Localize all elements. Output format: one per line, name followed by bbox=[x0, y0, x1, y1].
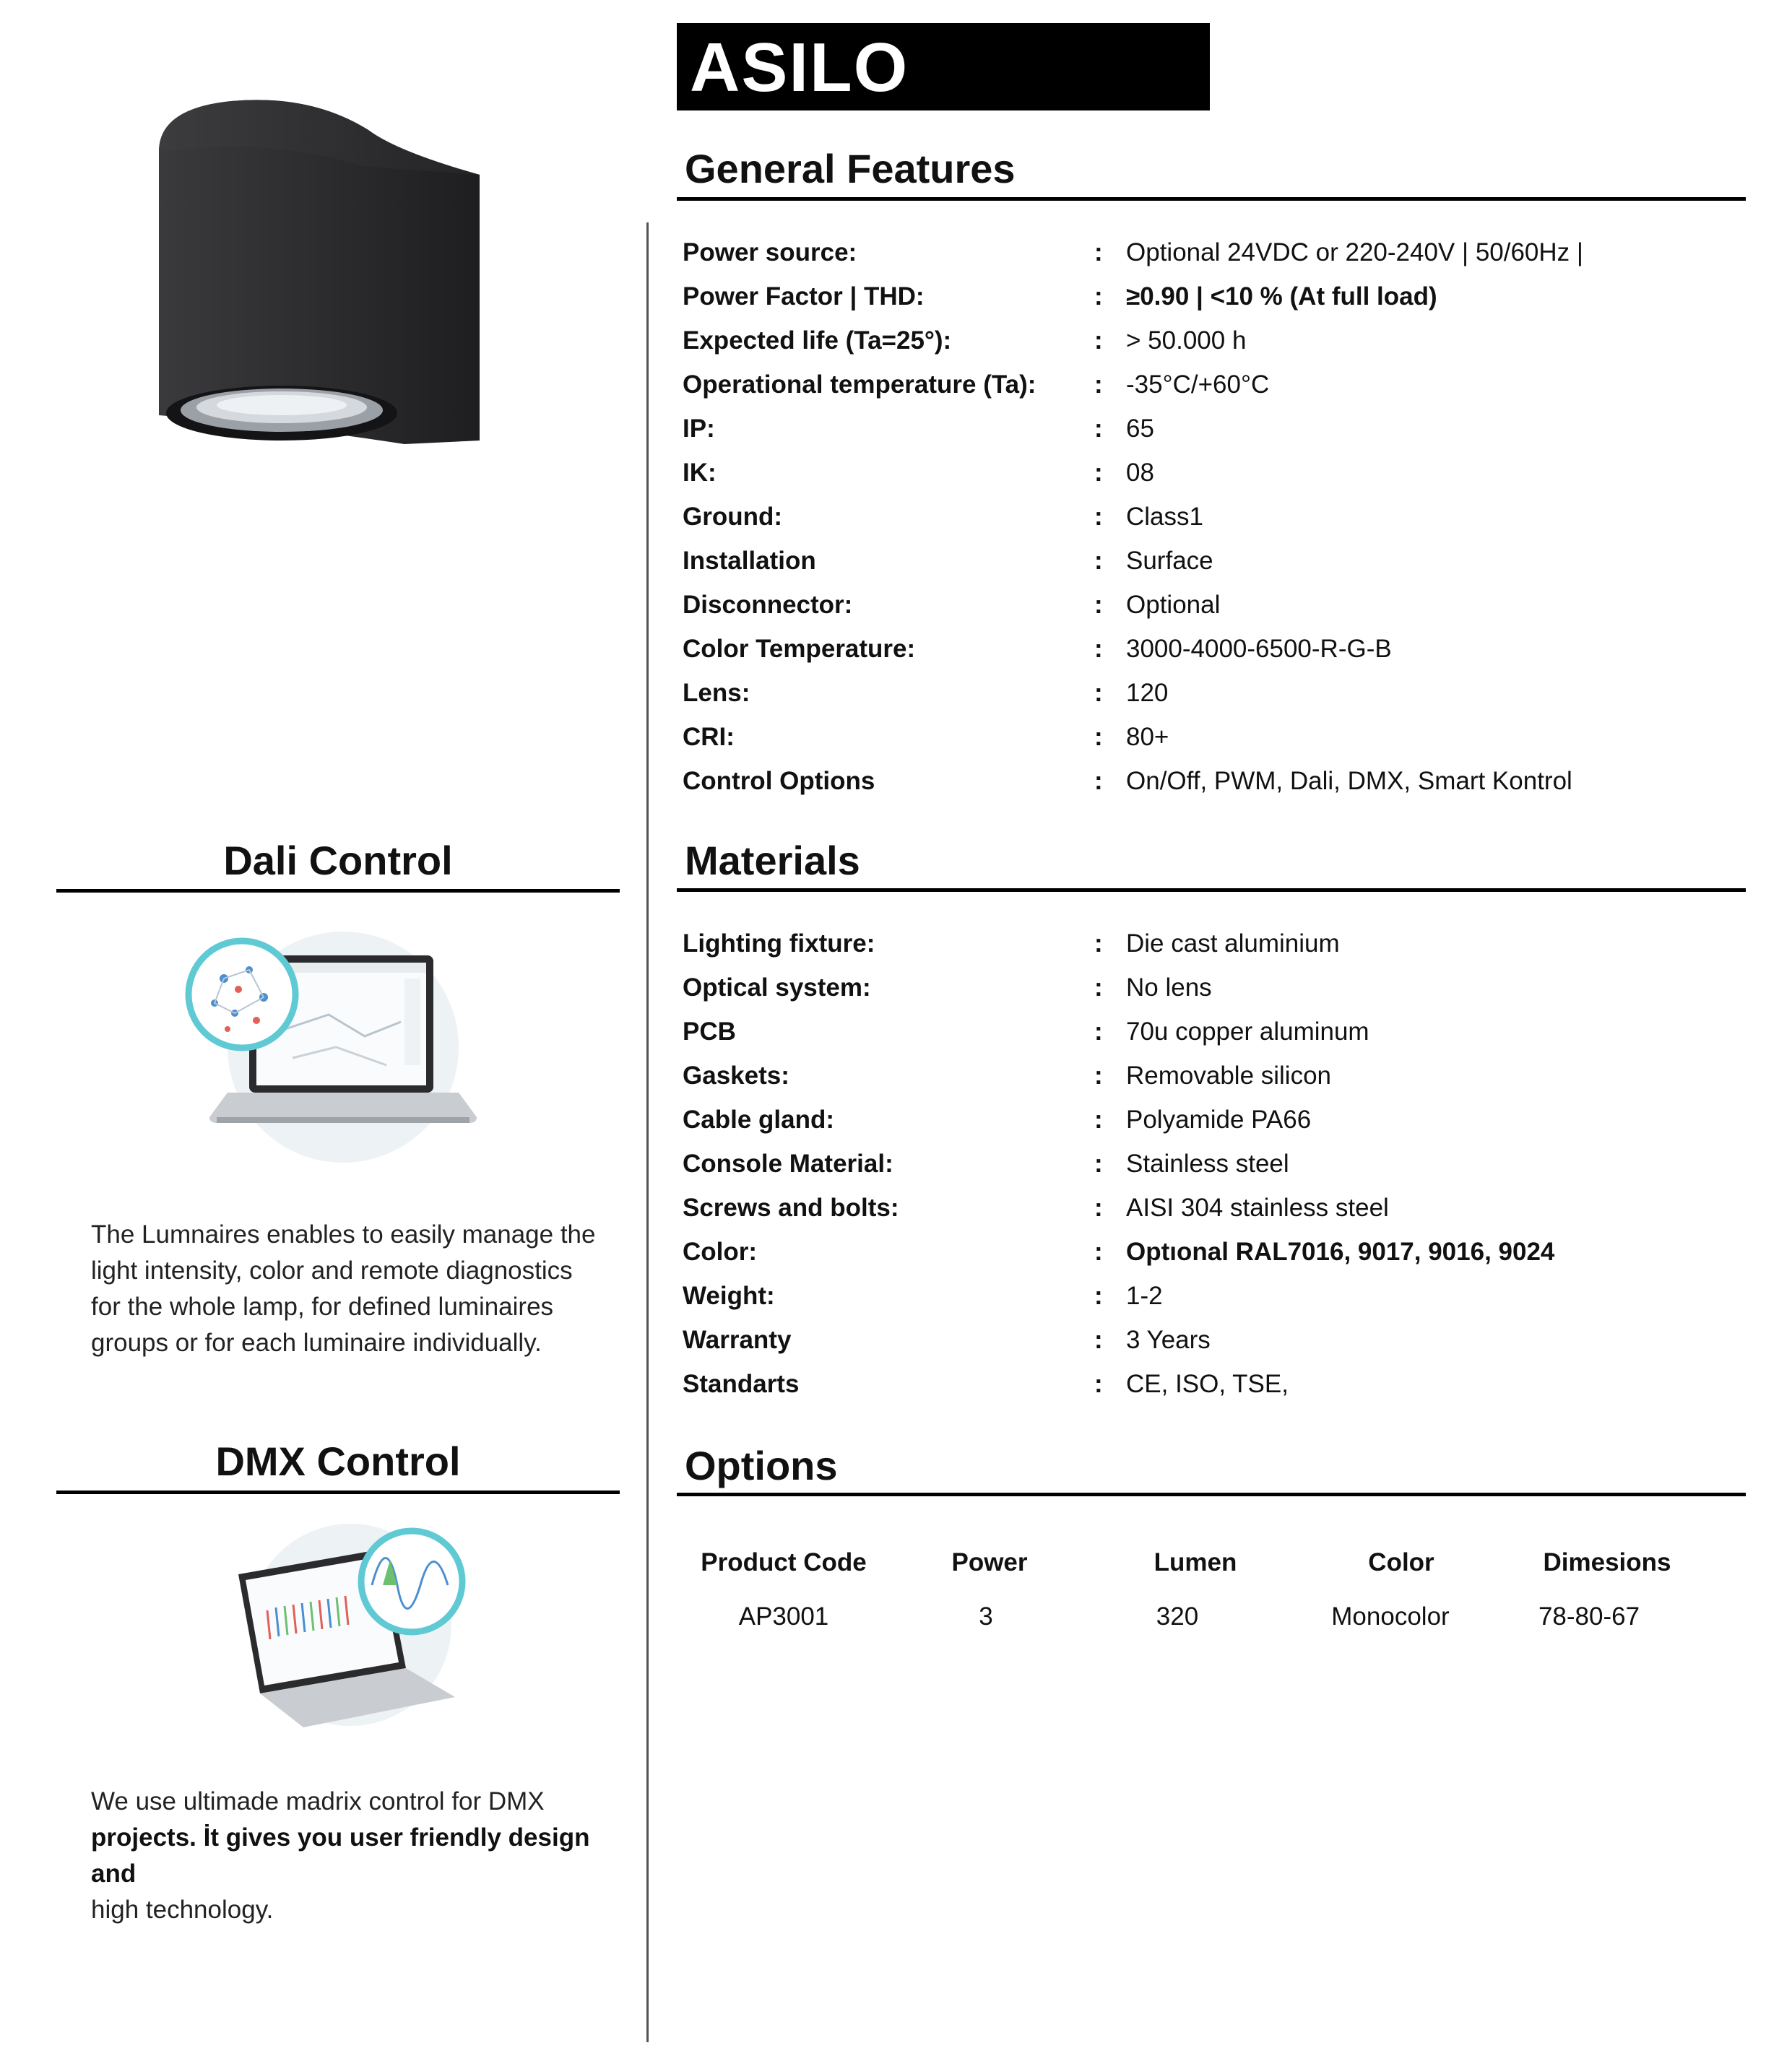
spec-separator: : bbox=[1094, 1106, 1103, 1134]
materials-row bbox=[683, 1189, 1752, 1228]
general-features-row bbox=[683, 454, 1752, 493]
spec-separator: : bbox=[1094, 767, 1103, 795]
spec-separator: : bbox=[1094, 503, 1103, 531]
dali-control-heading: Dali Control bbox=[223, 838, 453, 883]
spec-label: Gaskets: bbox=[683, 1062, 789, 1090]
dali-text-line: The Lumnaires enables to easily manage the bbox=[91, 1220, 596, 1249]
options-table-cell: 320 bbox=[1156, 1602, 1199, 1631]
spec-label: Lens: bbox=[683, 679, 750, 707]
dali-description bbox=[91, 1217, 611, 1361]
spec-label: Optical system: bbox=[683, 973, 871, 1002]
options-table-cell: Monocolor bbox=[1331, 1602, 1450, 1631]
options-table-header: Lumen bbox=[1153, 1548, 1237, 1576]
spec-label: Warranty bbox=[683, 1326, 792, 1354]
general-features-row bbox=[683, 718, 1752, 757]
spec-separator: : bbox=[1094, 591, 1103, 619]
spec-separator: : bbox=[1094, 282, 1103, 311]
spec-value: 08 bbox=[1126, 459, 1154, 487]
spec-separator: : bbox=[1094, 415, 1103, 443]
spec-value: Class1 bbox=[1126, 503, 1203, 531]
materials-row bbox=[683, 1012, 1752, 1051]
spec-value: Die cast aluminium bbox=[1126, 929, 1340, 958]
spec-separator: : bbox=[1094, 1370, 1103, 1398]
product-title: ASILO bbox=[690, 29, 909, 106]
general-features-row bbox=[683, 630, 1752, 669]
spec-value: 1-2 bbox=[1126, 1282, 1163, 1310]
dmx-text-line: high technology. bbox=[91, 1896, 274, 1924]
spec-separator: : bbox=[1094, 1018, 1103, 1046]
materials-heading: Materials bbox=[685, 838, 860, 883]
spec-value: AISI 304 stainless steel bbox=[1126, 1194, 1389, 1222]
general-features-row bbox=[683, 409, 1752, 448]
dmx-laptop-image bbox=[217, 1517, 484, 1733]
spec-separator: : bbox=[1094, 679, 1103, 707]
spec-label: Cable gland: bbox=[683, 1106, 835, 1134]
spec-value: -35°C/+60°C bbox=[1126, 370, 1270, 399]
spec-value: Removable silicon bbox=[1126, 1062, 1332, 1090]
spec-separator: : bbox=[1094, 370, 1103, 399]
spec-separator: : bbox=[1094, 547, 1103, 575]
spec-separator: : bbox=[1094, 1326, 1103, 1354]
dali-text-line: light intensity, color and remote diagnostics bbox=[91, 1257, 573, 1285]
spec-label: Weight: bbox=[683, 1282, 775, 1310]
general-features-row bbox=[683, 321, 1752, 360]
product-image bbox=[144, 87, 491, 455]
spec-separator: : bbox=[1094, 326, 1103, 355]
spec-separator: : bbox=[1094, 1238, 1103, 1266]
dali-laptop-image bbox=[184, 928, 488, 1166]
spec-separator: : bbox=[1094, 1062, 1103, 1090]
spec-separator: : bbox=[1094, 1282, 1103, 1310]
general-features-heading: General Features bbox=[685, 146, 1016, 191]
options-table-header: Product Code bbox=[701, 1548, 867, 1576]
materials-row bbox=[683, 1321, 1752, 1360]
dmx-control-rule bbox=[56, 1491, 620, 1494]
options-table-cell: AP3001 bbox=[738, 1602, 829, 1631]
dmx-text-line: We use ultimade madrix control for DMX bbox=[91, 1787, 545, 1815]
spec-label: IP: bbox=[683, 415, 715, 443]
spec-value: No lens bbox=[1126, 973, 1212, 1002]
options-table-cell: 3 bbox=[979, 1602, 993, 1631]
spec-label: Color: bbox=[683, 1238, 758, 1266]
general-features-rule bbox=[677, 197, 1746, 201]
general-features-row bbox=[683, 498, 1752, 537]
spec-label: Expected life (Ta=25°): bbox=[683, 326, 952, 355]
spec-separator: : bbox=[1094, 973, 1103, 1002]
spec-separator: : bbox=[1094, 929, 1103, 958]
materials-row bbox=[683, 1145, 1752, 1184]
spec-value: Polyamide PA66 bbox=[1126, 1106, 1312, 1134]
spec-value: Optıonal RAL7016, 9017, 9016, 9024 bbox=[1126, 1238, 1555, 1266]
options-table-cell: 78-80-67 bbox=[1538, 1602, 1640, 1631]
spec-value: Stainless steel bbox=[1126, 1150, 1289, 1178]
spec-separator: : bbox=[1094, 459, 1103, 487]
spec-label: Console Material: bbox=[683, 1150, 893, 1178]
spec-label: Power Factor | THD: bbox=[683, 282, 925, 311]
materials-row bbox=[683, 924, 1752, 963]
spec-separator: : bbox=[1094, 1194, 1103, 1222]
options-heading: Options bbox=[685, 1443, 838, 1488]
general-features-row bbox=[683, 277, 1752, 316]
dali-text-line: for the whole lamp, for defined luminaires bbox=[91, 1293, 554, 1321]
spec-separator: : bbox=[1094, 238, 1103, 266]
general-features-row bbox=[683, 542, 1752, 581]
spec-value: Optional bbox=[1126, 591, 1221, 619]
materials-rule bbox=[677, 888, 1746, 892]
options-rule bbox=[677, 1493, 1746, 1496]
spec-value: ≥0.90 | <10 % (At full load) bbox=[1126, 282, 1437, 311]
spec-value: > 50.000 h bbox=[1126, 326, 1247, 355]
dmx-description bbox=[91, 1784, 611, 1928]
materials-row bbox=[683, 1056, 1752, 1095]
spec-separator: : bbox=[1094, 635, 1103, 663]
materials-row bbox=[683, 1277, 1752, 1316]
spec-value: Surface bbox=[1126, 547, 1213, 575]
options-table-header: Color bbox=[1368, 1548, 1434, 1576]
spec-value: On/Off, PWM, Dali, DMX, Smart Kontrol bbox=[1126, 767, 1572, 795]
spec-label: Control Options bbox=[683, 767, 875, 795]
materials-row bbox=[683, 968, 1752, 1007]
spec-value: 70u copper aluminum bbox=[1126, 1018, 1369, 1046]
spec-separator: : bbox=[1094, 1150, 1103, 1178]
spec-value: 65 bbox=[1126, 415, 1154, 443]
spec-label: Disconnector: bbox=[683, 591, 853, 619]
spec-separator: : bbox=[1094, 723, 1103, 751]
general-features-row bbox=[683, 586, 1752, 625]
spec-value: 80+ bbox=[1126, 723, 1169, 751]
materials-row bbox=[683, 1365, 1752, 1404]
general-features-row bbox=[683, 365, 1752, 404]
materials-row bbox=[683, 1233, 1752, 1272]
spec-label: Screws and bolts: bbox=[683, 1194, 899, 1222]
options-table-header: Dimesions bbox=[1543, 1548, 1671, 1576]
dmx-text-line: projects. İt gives you user friendly design and bbox=[91, 1823, 590, 1888]
dmx-control-heading: DMX Control bbox=[215, 1439, 461, 1484]
general-features-row bbox=[683, 233, 1752, 272]
spec-value: Optional 24VDC or 220-240V | 50/60Hz | bbox=[1126, 238, 1583, 266]
spec-value: 3000-4000-6500-R-G-B bbox=[1126, 635, 1392, 663]
spec-label: Lighting fixture: bbox=[683, 929, 875, 958]
spec-value: CE, ISO, TSE, bbox=[1126, 1370, 1289, 1398]
spec-value: 3 Years bbox=[1126, 1326, 1211, 1354]
general-features-row bbox=[683, 762, 1752, 801]
spec-value: 120 bbox=[1126, 679, 1169, 707]
spec-label: Power source: bbox=[683, 238, 857, 266]
spec-label: Color Temperature: bbox=[683, 635, 916, 663]
spec-label: Ground: bbox=[683, 503, 783, 531]
spec-label: PCB bbox=[683, 1018, 736, 1046]
spec-label: Standarts bbox=[683, 1370, 800, 1398]
column-divider bbox=[646, 222, 649, 2042]
spec-label: IK: bbox=[683, 459, 717, 487]
materials-row bbox=[683, 1101, 1752, 1140]
dali-control-rule bbox=[56, 889, 620, 893]
options-table-header: Power bbox=[951, 1548, 1028, 1576]
spec-label: Installation bbox=[683, 547, 816, 575]
general-features-row bbox=[683, 674, 1752, 713]
spec-label: Operational temperature (Ta): bbox=[683, 370, 1036, 399]
dali-text-line: groups or for each luminaire individually. bbox=[91, 1329, 542, 1357]
spec-label: CRI: bbox=[683, 723, 735, 751]
